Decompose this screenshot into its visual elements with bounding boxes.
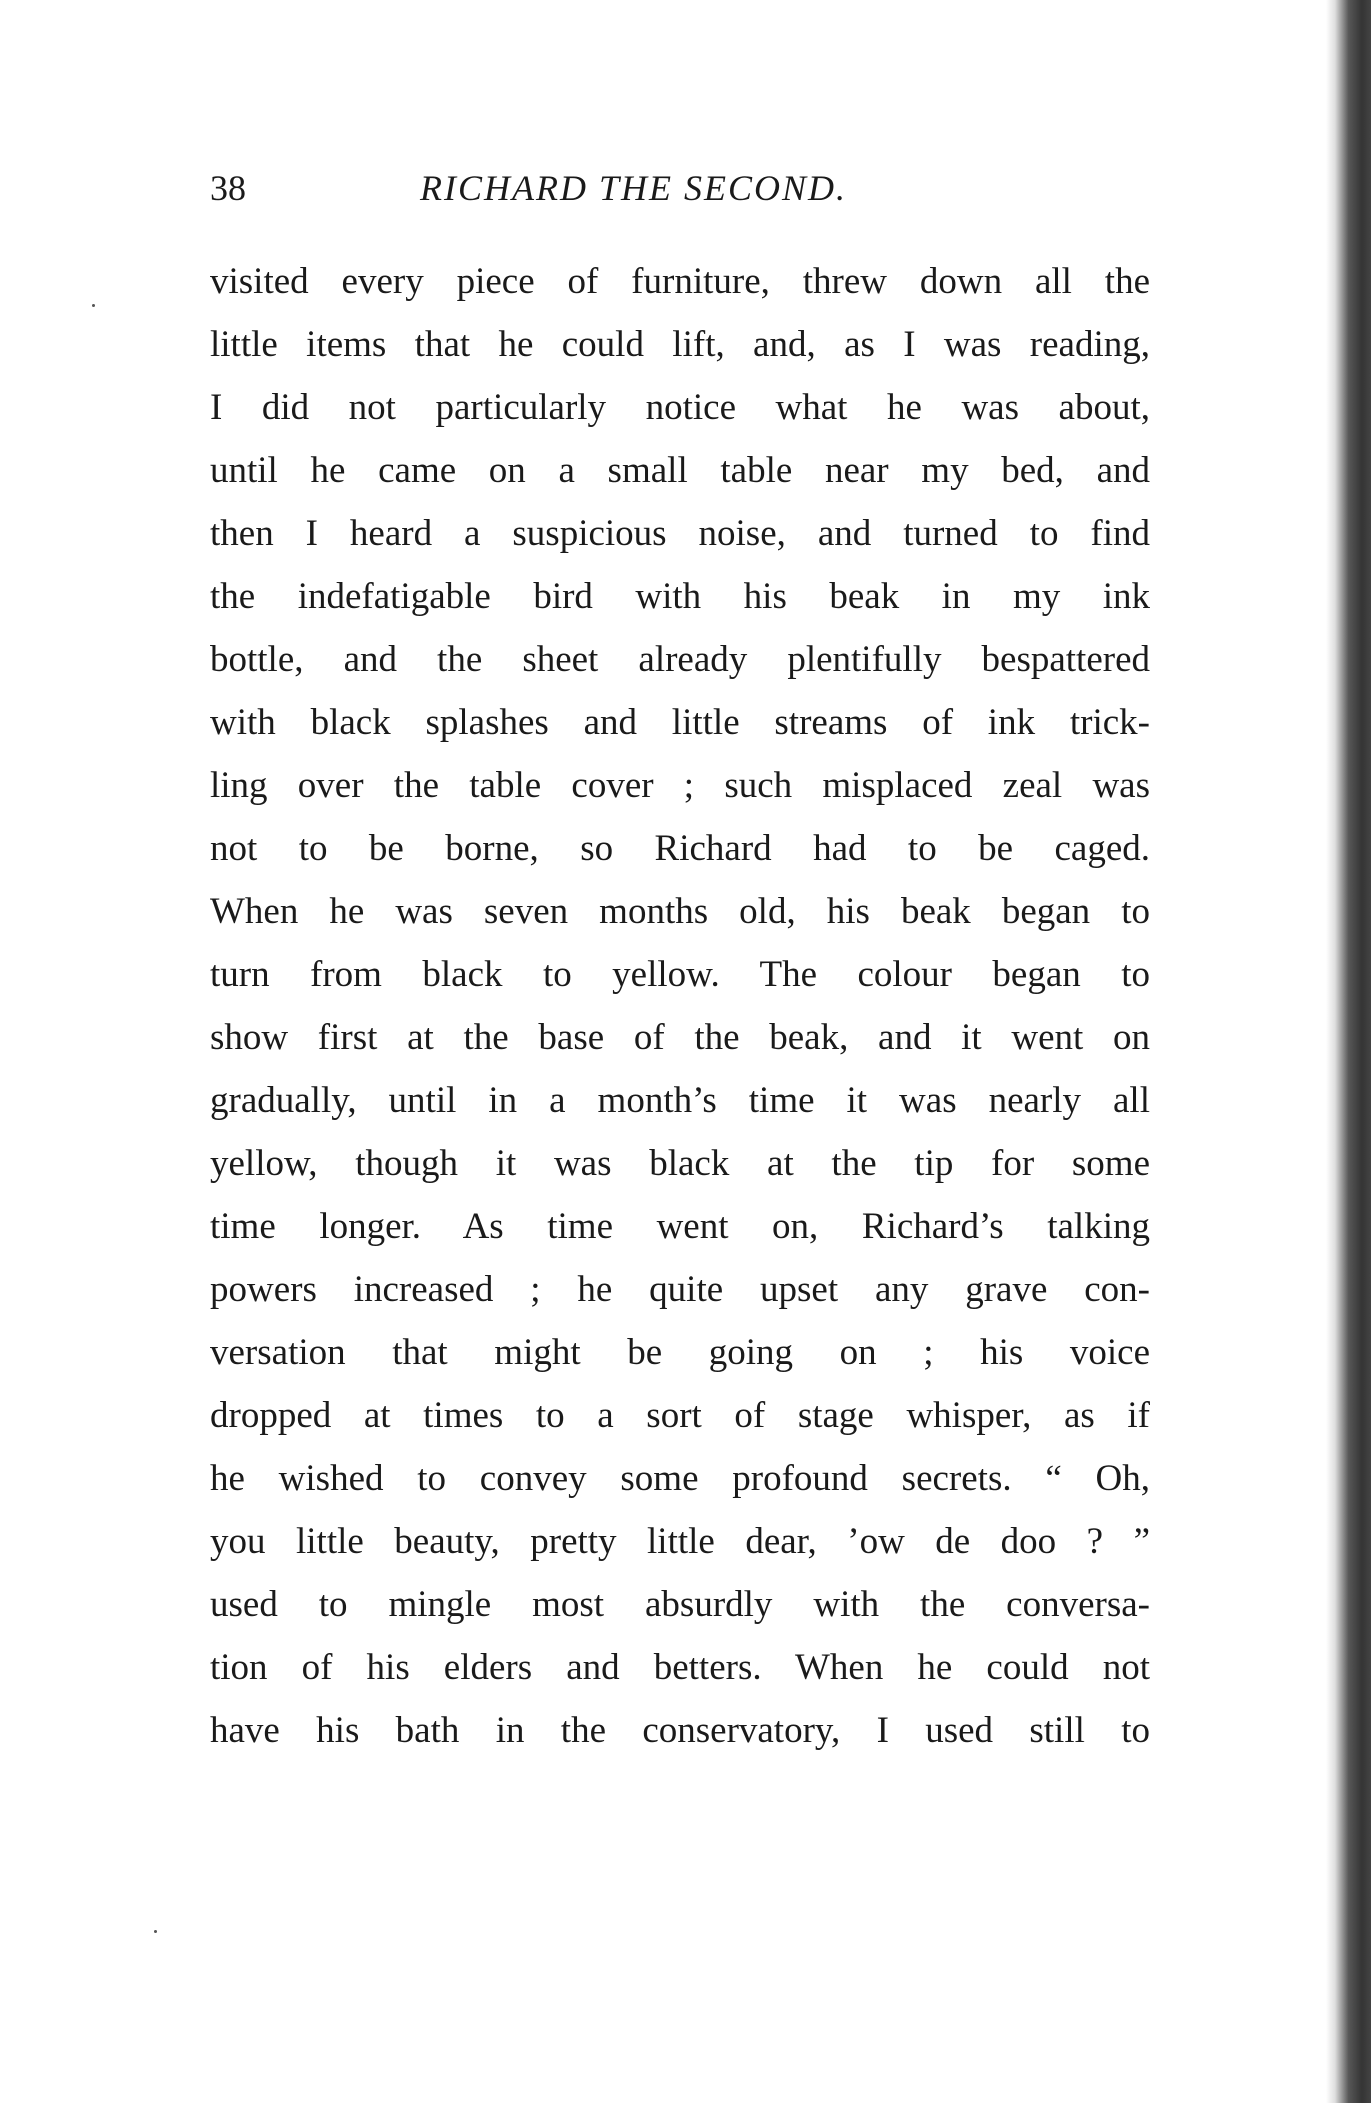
- text-line: he wished to convey some profound secrets. “ Oh,: [210, 1458, 1150, 1499]
- text-line: time longer. As time went on, Richard’s talking: [210, 1206, 1150, 1247]
- text-line: When he was seven months old, his beak began to: [210, 891, 1150, 932]
- text-line: bottle, and the sheet already plentifully bespattered: [210, 639, 1150, 680]
- page-speck: [154, 1930, 157, 1933]
- text-line: with black splashes and little streams of ink trick-: [210, 702, 1150, 743]
- text-line: have his bath in the conservatory, I used still to: [210, 1710, 1150, 1751]
- text-line: versation that might be going on ; his voice: [210, 1332, 1150, 1373]
- text-line: visited every piece of furniture, threw down all the: [210, 261, 1150, 302]
- text-line: I did not particularly notice what he was about,: [210, 387, 1150, 428]
- text-line: until he came on a small table near my bed, and: [210, 450, 1150, 491]
- text-line: ling over the table cover ; such misplaced zeal was: [210, 765, 1150, 806]
- text-line: dropped at times to a sort of stage whisper, as if: [210, 1395, 1150, 1436]
- binding-shadow: [1326, 0, 1371, 2103]
- text-line: then I heard a suspicious noise, and turned to find: [210, 513, 1150, 554]
- page-number: 38: [210, 168, 246, 208]
- text-line: the indefatigable bird with his beak in my ink: [210, 576, 1150, 617]
- text-line: gradually, until in a month’s time it was nearly all: [210, 1080, 1150, 1121]
- text-line: little items that he could lift, and, as I was reading,: [210, 324, 1150, 365]
- text-line: not to be borne, so Richard had to be caged.: [210, 828, 1150, 869]
- page-speck: [92, 304, 95, 307]
- text-line: you little beauty, pretty little dear, ’ow de doo ? ”: [210, 1521, 1150, 1562]
- text-line: tion of his elders and betters. When he could not: [210, 1647, 1150, 1688]
- text-line: powers increased ; he quite upset any grave con-: [210, 1269, 1150, 1310]
- text-line: show first at the base of the beak, and it went on: [210, 1017, 1150, 1058]
- running-head: [210, 158, 1150, 218]
- body-text: [210, 250, 1150, 1762]
- text-line: used to mingle most absurdly with the conversa-: [210, 1584, 1150, 1625]
- text-line: turn from black to yellow. The colour began to: [210, 954, 1150, 995]
- page-header-title: RICHARD THE SECOND.: [420, 168, 847, 208]
- text-line: yellow, though it was black at the tip for some: [210, 1143, 1150, 1184]
